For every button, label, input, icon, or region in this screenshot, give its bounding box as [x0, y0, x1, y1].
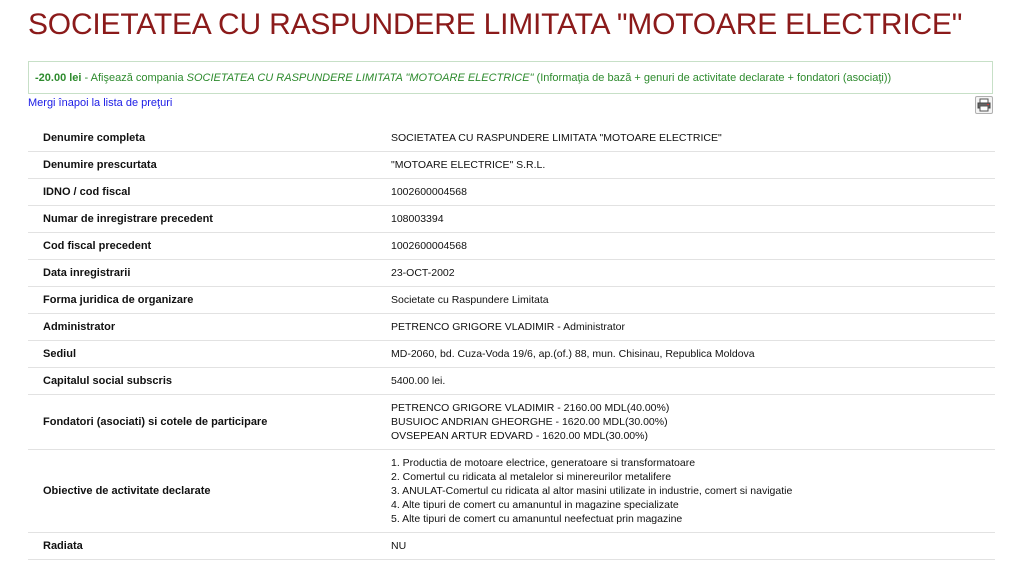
row-value	[391, 401, 995, 443]
row-value	[391, 212, 995, 226]
row-label: Cod fiscal precedent	[43, 240, 152, 252]
row-label: Administrator	[43, 321, 116, 333]
row-value	[391, 456, 995, 526]
row-value-line: PETRENCO GRIGORE VLADIMIR - Administrator	[391, 321, 625, 333]
row-value	[391, 185, 995, 199]
row-value-line: NU	[391, 540, 407, 552]
row-value	[391, 347, 995, 361]
row-value-line: 5. Alte tipuri de comert cu amanuntul neefectuat prin magazine	[391, 513, 683, 525]
notice-description: (Informaţia de bază + genuri de activitate declarate + fondatori (asociaţi))	[533, 72, 892, 84]
row-value-line: 1002600004568	[391, 186, 467, 198]
table-row	[28, 260, 995, 287]
row-value-line: 1002600004568	[391, 240, 467, 252]
row-value	[391, 158, 995, 172]
company-info-table	[28, 125, 995, 560]
table-row	[28, 287, 995, 314]
row-value	[391, 239, 995, 253]
table-row	[28, 341, 995, 368]
row-value	[391, 266, 995, 280]
row-label: Denumire completa	[43, 132, 146, 144]
row-value-line: 2. Comertul cu ridicata al metalelor si minereurilor metalifere	[391, 471, 672, 483]
row-label: Fondatori (asociati) si cotele de participare	[43, 416, 268, 428]
page-title: SOCIETATEA CU RASPUNDERE LIMITATA "MOTOARE ELECTRICE"	[28, 8, 963, 41]
table-row	[28, 368, 995, 395]
row-label: Numar de inregistrare precedent	[43, 213, 213, 225]
row-label: Sediul	[43, 348, 77, 360]
row-value-line: 1. Productia de motoare electrice, generatoare si transformatoare	[391, 457, 696, 469]
row-value-line: 5400.00 lei.	[391, 375, 446, 387]
back-to-price-list-link[interactable]: Mergi înapoi la lista de preţuri	[28, 97, 173, 109]
row-label: Obiective de activitate declarate	[43, 485, 211, 497]
row-label: Capitalul social subscris	[43, 375, 172, 387]
table-row	[28, 314, 995, 341]
row-label: Forma juridica de organizare	[43, 294, 194, 306]
table-row	[28, 533, 995, 560]
table-row	[28, 395, 995, 450]
row-value-line: BUSUIOC ANDRIAN GHEORGHE - 1620.00 MDL(30.00%)	[391, 416, 668, 428]
table-row	[28, 152, 995, 179]
table-row	[28, 206, 995, 233]
row-label: Data inregistrarii	[43, 267, 131, 279]
row-value-line: SOCIETATEA CU RASPUNDERE LIMITATA "MOTOARE ELECTRICE"	[391, 132, 722, 144]
notice-company-name: SOCIETATEA CU RASPUNDERE LIMITATA "MOTOARE ELECTRICE"	[186, 72, 534, 84]
row-value	[391, 131, 995, 145]
row-value-line: 108003394	[391, 213, 444, 225]
row-value-line: PETRENCO GRIGORE VLADIMIR - 2160.00 MDL(40.00%)	[391, 402, 670, 414]
row-value-line: 3. ANULAT-Comertul cu ridicata al altor masini utilizate in industrie, comert si navigatie	[391, 485, 793, 497]
row-label: IDNO / cod fiscal	[43, 186, 131, 198]
row-value	[391, 320, 995, 334]
row-value-line: 23-OCT-2002	[391, 267, 455, 279]
row-value	[391, 374, 995, 388]
notice-price: -20.00 lei	[35, 72, 82, 84]
row-value-line: Societate cu Raspundere Limitata	[391, 294, 549, 306]
row-value-line: "MOTOARE ELECTRICE" S.R.L.	[391, 159, 546, 171]
row-value-line: MD-2060, bd. Cuza-Voda 19/6, ap.(of.) 88, mun. Chisinau, Republica Moldova	[391, 348, 755, 360]
row-value-line: 4. Alte tipuri de comert cu amanuntul in magazine specializate	[391, 499, 679, 511]
table-row	[28, 179, 995, 206]
notice-text: - Afişează compania	[81, 72, 187, 84]
table-row	[28, 233, 995, 260]
row-label: Radiata	[43, 540, 83, 552]
row-label: Denumire prescurtata	[43, 159, 157, 171]
printer-icon[interactable]	[975, 96, 993, 114]
price-notice	[28, 61, 993, 94]
row-value	[391, 539, 995, 553]
table-row	[28, 125, 995, 152]
table-row	[28, 450, 995, 533]
row-value-line: OVSEPEAN ARTUR EDVARD - 1620.00 MDL(30.00%)	[391, 430, 648, 442]
row-value	[391, 293, 995, 307]
